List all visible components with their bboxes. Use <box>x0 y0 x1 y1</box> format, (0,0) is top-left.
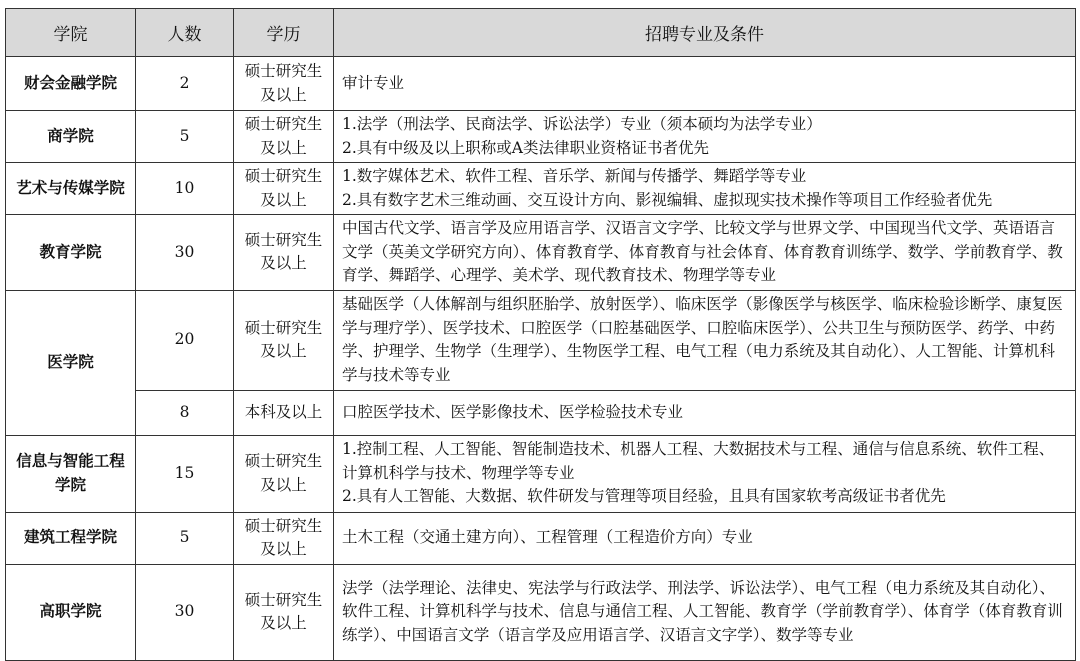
requirement-line: 1.法学（刑法学、民商法学、诉讼法学）专业（须本硕均为法学专业） <box>342 115 822 133</box>
table-row <box>6 215 1076 291</box>
requirements-cell <box>334 57 1076 111</box>
requirement-line: 2.具有人工智能、大数据、软件研发与管理等项目经验，且具有国家软考高级证书者优先 <box>342 487 946 506</box>
education-cell: 硕士研究生及以上 <box>234 435 334 512</box>
education-cell: 硕士研究生及以上 <box>234 512 334 564</box>
count-cell: 5 <box>136 512 234 564</box>
education-cell: 本科及以上 <box>234 390 334 435</box>
table-row <box>6 163 1076 215</box>
college-cell: 医学院 <box>6 290 136 435</box>
header-education: 学历 <box>234 9 334 57</box>
college-cell: 教育学院 <box>6 215 136 291</box>
table-row <box>6 290 1076 390</box>
education-cell: 硕士研究生及以上 <box>234 111 334 163</box>
college-cell: 商学院 <box>6 111 136 163</box>
requirements-cell <box>334 111 1076 163</box>
count-cell: 10 <box>136 163 234 215</box>
requirements-cell: 基础医学（人体解剖与组织胚胎学、放射医学）、临床医学（影像医学与核医学、临床检验诊断学、康复医学与理疗学）、医学技术、口腔医学（口腔基础医学、口腔临床医学）、公共卫生与预防医学、药学、中药学、护理学、生物学（生理学）、生物医学工程、电气工程（电力系统及其自动化）、人工智能、计算机科学与技术等专业 <box>334 290 1076 390</box>
education-cell: 硕士研究生及以上 <box>234 57 334 111</box>
count-cell: 20 <box>136 290 234 390</box>
requirements-cell: 土木工程（交通土建方向）、工程管理（工程造价方向）专业 <box>334 512 1076 564</box>
count-cell: 15 <box>136 435 234 512</box>
requirement-line: 2.具有数字艺术三维动画、交互设计方向、影视编辑、虚拟现实技术操作等项目工作经验者优先 <box>342 190 993 209</box>
table-row <box>6 57 1076 111</box>
requirements-cell: 法学（法学理论、法律史、宪法学与行政法学、刑法学、诉讼法学）、电气工程（电力系统及其自动化）、软件工程、计算机科学与技术、信息与通信工程、人工智能、教育学（学前教育学）、体育学（体育教育训练学）、中国语言文学（语言学及应用语言学、汉语言文字学）、数学等专业 <box>334 564 1076 660</box>
table-row <box>6 390 1076 435</box>
college-cell: 建筑工程学院 <box>6 512 136 564</box>
header-college: 学院 <box>6 9 136 57</box>
requirement-line: 1.数字媒体艺术、软件工程、音乐学、新闻与传播学、舞蹈学等专业 <box>342 167 807 185</box>
requirement-line: 1.控制工程、人工智能、智能制造技术、机器人工程、大数据技术与工程、通信与信息系统、软件工程、计算机科学与技术、物理学等专业 <box>342 440 1055 482</box>
table-row <box>6 512 1076 564</box>
education-cell: 硕士研究生及以上 <box>234 564 334 660</box>
count-cell: 5 <box>136 111 234 163</box>
requirement-line: 2.具有中级及以上职称或A类法律职业资格证书者优先 <box>342 138 709 157</box>
requirement-line: 审计专业 <box>342 73 405 92</box>
education-cell: 硕士研究生及以上 <box>234 290 334 390</box>
recruitment-table <box>5 8 1076 661</box>
college-cell: 高职学院 <box>6 564 136 660</box>
requirements-cell <box>334 435 1076 512</box>
college-cell: 信息与智能工程学院 <box>6 435 136 512</box>
college-cell: 财会金融学院 <box>6 57 136 111</box>
education-cell: 硕士研究生及以上 <box>234 163 334 215</box>
education-cell: 硕士研究生及以上 <box>234 215 334 291</box>
count-cell: 2 <box>136 57 234 111</box>
header-count: 人数 <box>136 9 234 57</box>
table-row <box>6 111 1076 163</box>
count-cell: 30 <box>136 215 234 291</box>
table-row <box>6 435 1076 512</box>
requirements-cell: 中国古代文学、语言学及应用语言学、汉语言文字学、比较文学与世界文学、中国现当代文学、英语语言文学（英美文学研究方向）、体育教育学、体育教育与社会体育、体育教育训练学、数学、学前教育学、教育学、舞蹈学、心理学、美术学、现代教育技术、物理学等专业 <box>334 215 1076 291</box>
header-row <box>6 9 1076 57</box>
header-requirements: 招聘专业及条件 <box>334 9 1076 57</box>
count-cell: 8 <box>136 390 234 435</box>
requirements-cell <box>334 163 1076 215</box>
count-cell: 30 <box>136 564 234 660</box>
college-cell: 艺术与传媒学院 <box>6 163 136 215</box>
requirements-cell: 口腔医学技术、医学影像技术、医学检验技术专业 <box>334 390 1076 435</box>
table-row <box>6 564 1076 660</box>
